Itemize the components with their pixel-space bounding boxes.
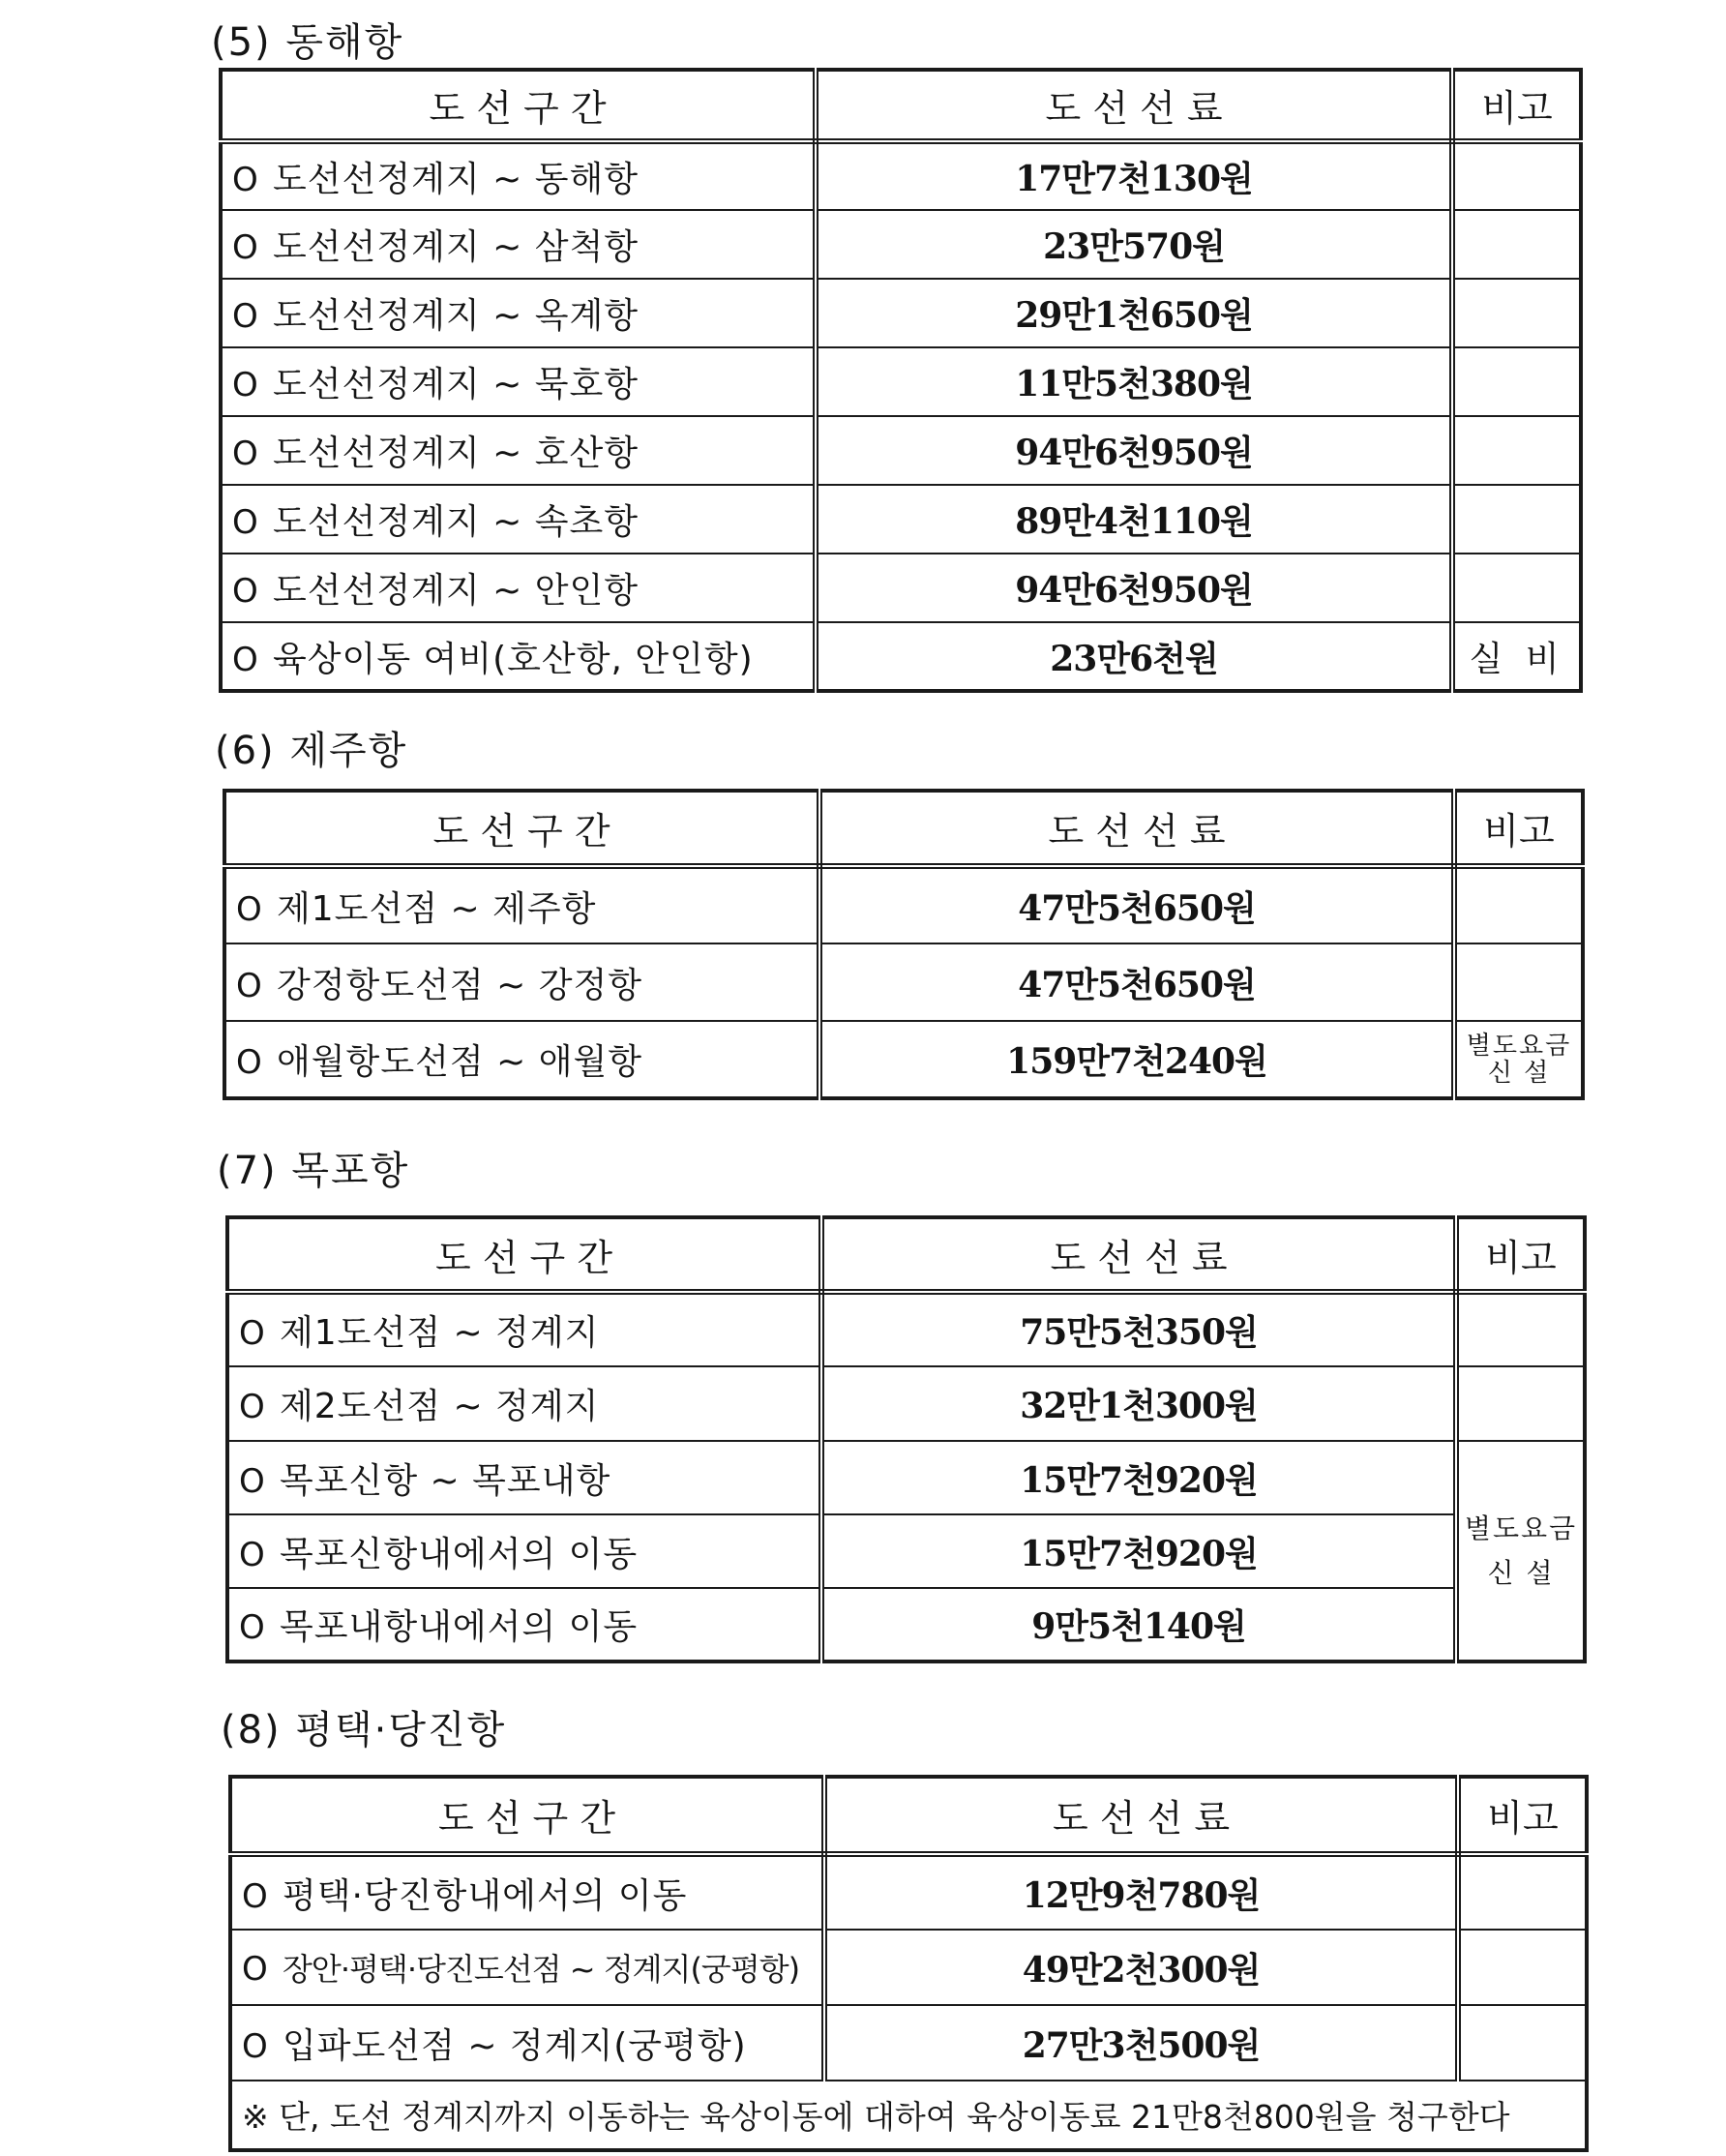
header-section-label: 도 선 구 간 — [221, 70, 816, 141]
table-row — [221, 210, 1581, 279]
row-note — [1454, 866, 1583, 943]
row-section: 제1도선점 ~ 정계지 — [280, 1313, 600, 1353]
bullet: O — [232, 572, 259, 611]
row-fee: 23만6천원 — [816, 622, 1452, 691]
row-note — [1452, 279, 1581, 347]
row-note — [1452, 554, 1581, 622]
section-8-title: (8) 평택·당진항 — [221, 1708, 507, 1752]
row-note — [1456, 1292, 1585, 1366]
table-row — [230, 1930, 1587, 2005]
bullet: O — [239, 1314, 266, 1353]
table-row — [230, 1854, 1587, 1930]
table-row — [230, 2005, 1587, 2081]
row-fee: 15만7천920원 — [821, 1514, 1456, 1588]
row-section: 육상이동 여비(호산항, 안인항) — [273, 639, 754, 679]
row-section: 강정항도선점 ~ 강정항 — [277, 965, 643, 1005]
row-fee: 159만7천240원 — [819, 1021, 1454, 1098]
section-8-table — [228, 1775, 1589, 2152]
table-row — [221, 279, 1581, 347]
section-5-title: (5) 동해항 — [211, 20, 404, 65]
merged-note — [1456, 1441, 1585, 1662]
table-row — [221, 141, 1581, 210]
bullet: O — [232, 503, 259, 542]
bullet: O — [239, 1608, 266, 1647]
row-note — [1452, 210, 1581, 279]
row-section: 제2도선점 ~ 정계지 — [280, 1387, 600, 1426]
row-note — [1456, 1366, 1585, 1441]
bullet: O — [242, 1950, 267, 1989]
header-section-label: 도 선 구 간 — [230, 1777, 824, 1854]
header-section-label: 도 선 구 간 — [227, 1217, 821, 1292]
row-fee: 32만1천300원 — [821, 1366, 1456, 1441]
header-fee-label: 도 선 선 료 — [816, 70, 1452, 141]
row-fee: 23만570원 — [816, 210, 1452, 279]
table-row — [221, 485, 1581, 554]
row-fee: 94만6천950원 — [816, 416, 1452, 485]
row-note — [1458, 1930, 1587, 2005]
table-row — [224, 1021, 1583, 1098]
row-fee: 11만5천380원 — [816, 347, 1452, 416]
bullet: O — [236, 966, 263, 1005]
bullet: O — [232, 228, 259, 267]
table-row — [224, 866, 1583, 943]
row-section: 도선선정계지 ~ 호산항 — [273, 434, 640, 473]
row-section: 목포신항내에서의 이동 — [280, 1534, 639, 1574]
footnote-row — [230, 2081, 1587, 2150]
row-section: 목포내항내에서의 이동 — [280, 1607, 639, 1647]
table-row — [227, 1292, 1585, 1366]
row-fee: 15만7천920원 — [821, 1441, 1456, 1514]
row-section: 장안·평택·당진도선점 ~ 정계지(궁평항) — [283, 1951, 800, 1988]
header-note-label: 비고 — [1452, 70, 1581, 141]
row-note — [1452, 416, 1581, 485]
section-7-title: (7) 목포항 — [217, 1149, 410, 1193]
row-section: 입파도선점 ~ 정계지(궁평항) — [283, 2025, 747, 2066]
row-note — [1458, 1854, 1587, 1930]
bullet: O — [239, 1388, 266, 1426]
footnote: ※ 단, 도선 정계지까지 이동하는 육상이동에 대하여 육상이동료 21만8천800원을 청구한다 — [230, 2081, 1587, 2150]
header-note-label: 비고 — [1454, 791, 1583, 866]
row-fee: 9만5천140원 — [821, 1588, 1456, 1662]
row-note — [1452, 347, 1581, 416]
row-note — [1454, 943, 1583, 1021]
row-fee: 75만5천350원 — [821, 1292, 1456, 1366]
bullet: O — [236, 889, 263, 929]
header-section-label: 도 선 구 간 — [224, 791, 819, 866]
table-row — [221, 416, 1581, 485]
bullet: O — [239, 1535, 266, 1574]
note-line-1: 별도요금 — [1466, 1031, 1572, 1061]
row-section: 제1도선점 ~ 제주항 — [277, 888, 597, 929]
note-line-2: 신 설 — [1487, 1556, 1555, 1589]
header-fee-label: 도 선 선 료 — [819, 791, 1454, 866]
header-note-label: 비고 — [1458, 1777, 1587, 1854]
row-fee: 27만3천500원 — [824, 2005, 1458, 2081]
bullet: O — [232, 366, 259, 404]
row-section: 도선선정계지 ~ 묵호항 — [273, 365, 640, 404]
note-line-2: 신 설 — [1487, 1058, 1551, 1088]
bullet: O — [232, 161, 259, 199]
row-fee: 17만7천130원 — [816, 141, 1452, 210]
row-section: 도선선정계지 ~ 옥계항 — [273, 296, 640, 336]
row-section: 평택·당진항내에서의 이동 — [283, 1875, 688, 1916]
table-row — [221, 347, 1581, 416]
row-fee: 94만6천950원 — [816, 554, 1452, 622]
table-row — [224, 943, 1583, 1021]
row-fee: 47만5천650원 — [819, 866, 1454, 943]
bullet: O — [232, 640, 259, 679]
row-note — [1452, 485, 1581, 554]
header-note-label: 비고 — [1456, 1217, 1585, 1292]
row-note — [1454, 1021, 1583, 1098]
section-6-table — [223, 789, 1585, 1100]
table-row — [227, 1366, 1585, 1441]
bullet: O — [242, 1876, 269, 1916]
row-section: 도선선정계지 ~ 속초항 — [273, 502, 640, 542]
bullet: O — [236, 1043, 263, 1082]
row-section: 애월항도선점 ~ 애월항 — [277, 1042, 643, 1082]
row-section: 도선선정계지 ~ 안인항 — [273, 571, 640, 611]
bullet: O — [232, 297, 259, 336]
row-fee: 49만2천300원 — [824, 1930, 1458, 2005]
row-fee: 89만4천110원 — [816, 485, 1452, 554]
row-fee: 29만1천650원 — [816, 279, 1452, 347]
row-note — [1458, 2005, 1587, 2081]
note-line-1: 별도요금 — [1464, 1512, 1578, 1544]
row-fee: 47만5천650원 — [819, 943, 1454, 1021]
row-note — [1452, 141, 1581, 210]
section-7-table — [225, 1215, 1587, 1663]
row-fee: 12만9천780원 — [824, 1854, 1458, 1930]
table-row — [227, 1588, 1585, 1662]
row-section: 목포신항 ~ 목포내항 — [280, 1460, 611, 1501]
bullet: O — [232, 434, 259, 473]
section-6-title: (6) 제주항 — [215, 729, 408, 773]
header-fee-label: 도 선 선 료 — [821, 1217, 1456, 1292]
bullet: O — [242, 2026, 269, 2066]
row-section: 도선선정계지 ~ 삼척항 — [273, 227, 640, 267]
header-fee-label: 도 선 선 료 — [824, 1777, 1458, 1854]
table-row — [227, 1514, 1585, 1588]
row-section: 도선선정계지 ~ 동해항 — [273, 160, 640, 199]
row-note: 실 비 — [1452, 622, 1581, 691]
table-row — [221, 622, 1581, 691]
table-row — [221, 554, 1581, 622]
section-5-table — [219, 68, 1583, 693]
bullet: O — [239, 1461, 266, 1501]
table-row — [227, 1441, 1585, 1514]
